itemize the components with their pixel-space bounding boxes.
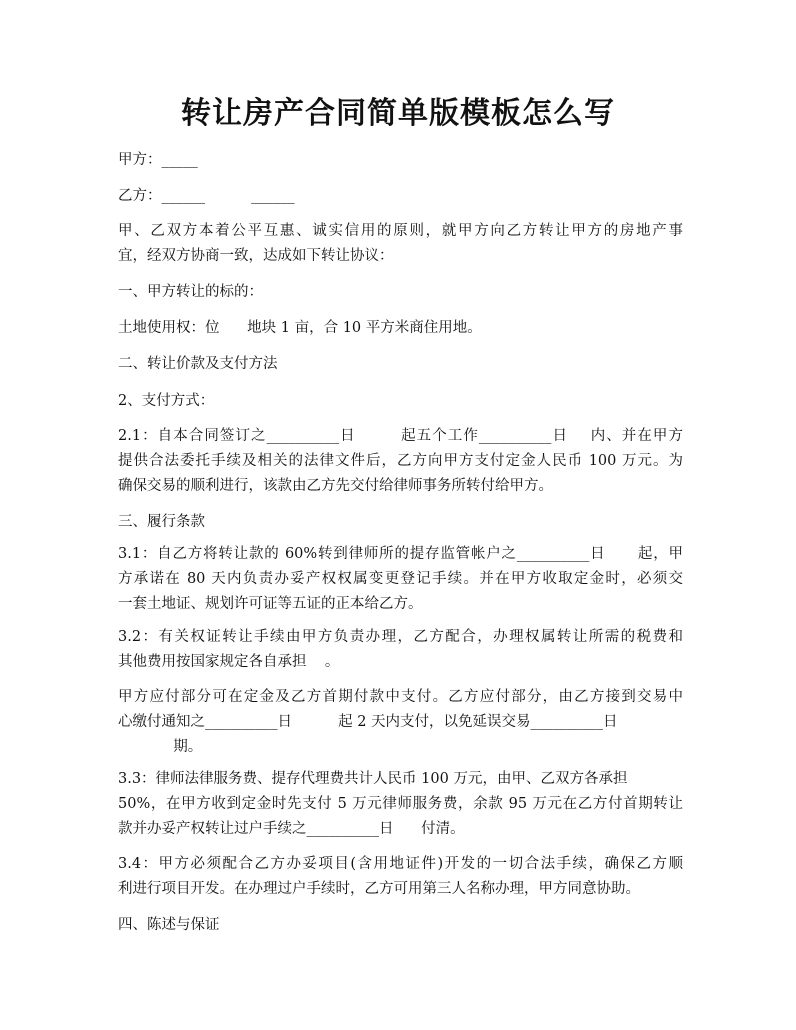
- clause-3-1-line-3: 一套土地证、规划许可证等五证的正本给乙方。: [118, 596, 423, 612]
- section-1-title: 一、甲方转让的标的：: [118, 284, 263, 300]
- intro-line-2: 宜，经双方协商一致，达成如下转让协议：: [118, 248, 394, 264]
- clause-3-4: [118, 852, 683, 902]
- payment-method-line: 2、支付方式：: [118, 393, 215, 409]
- clause-3-1: [118, 542, 683, 617]
- clause-3-2b: [118, 685, 683, 760]
- clause-3-2b-line-3: 期。: [118, 739, 203, 755]
- section-3-title: 三、履行条款: [118, 514, 205, 530]
- party-a-line: 甲方：_____: [118, 152, 198, 168]
- clause-3-4-line-2: 利进行项目开发。在办理过户手续时，乙方可用第三人名称办理，甲方同意协助。: [118, 881, 640, 897]
- clause-3-2-line-1: 3.2：有关权证转让手续由甲方负责办理，乙方配合，办理权属转让所需的税费和: [118, 629, 683, 645]
- clause-3-1-line-2: 方承诺在 80 天内负责办妥产权权属变更登记手续。并在甲方收取定金时，必须交: [118, 571, 683, 587]
- clause-3-1-line-1: 3.1：自乙方将转让款的 60%转到律师所的提存监管帐户之__________日 起，甲: [118, 546, 683, 562]
- clause-2-1-line-1: 2.1：自本合同签订之__________日 起五个工作__________日 内、并在甲方: [118, 428, 683, 444]
- land-use-line: 土地使用权：位 地块 1 亩，合 10 平方米商住用地。: [118, 320, 482, 336]
- clause-3-3-line-2: 50%，在甲方收到定金时先支付 5 万元律师服务费，余款 95 万元在乙方付首期转让: [118, 796, 683, 812]
- clause-3-3-line-3: 款并办妥产权转让过户手续之__________日 付清。: [118, 821, 465, 837]
- section-2-title: 二、转让价款及支付方法: [118, 356, 278, 372]
- clause-2-1-line-3: 确保交易的顺利进行，该款由乙方先交付给律师事务所转付给甲方。: [118, 478, 553, 494]
- clause-3-3: [118, 767, 683, 842]
- document-title: 转让房产合同简单版模板怎么写: [181, 96, 615, 131]
- intro-paragraph: [118, 219, 683, 269]
- clause-3-2b-line-2: 心缴付通知之__________日 起 2 天内支付，以免延误交易__________日: [118, 714, 618, 730]
- clause-3-2: [118, 625, 683, 675]
- clause-3-2-line-2: 其他费用按国家规定各自承担 。: [118, 654, 340, 670]
- clause-2-1-line-2: 提供合法委托手续及相关的法律文件后，乙方向甲方支付定金人民币 100 万元。为: [118, 453, 683, 469]
- section-4-title: 四、陈述与保证: [118, 917, 220, 933]
- clause-3-4-line-1: 3.4：甲方必须配合乙方办妥项目(含用地证件)开发的一切合法手续，确保乙方顺: [118, 856, 683, 872]
- party-b-line: 乙方：______ ______: [118, 188, 295, 204]
- clause-3-2b-line-1: 甲方应付部分可在定金及乙方首期付款中支付。乙方应付部分，由乙方接到交易中: [118, 689, 683, 705]
- clause-3-3-line-1: 3.3：律师法律服务费、提存代理费共计人民币 100 万元，由甲、乙双方各承担: [118, 771, 628, 787]
- clause-2-1: [118, 424, 683, 499]
- intro-line-1: 甲、乙双方本着公平互惠、诚实信用的原则，就甲方向乙方转让甲方的房地产事: [118, 223, 683, 239]
